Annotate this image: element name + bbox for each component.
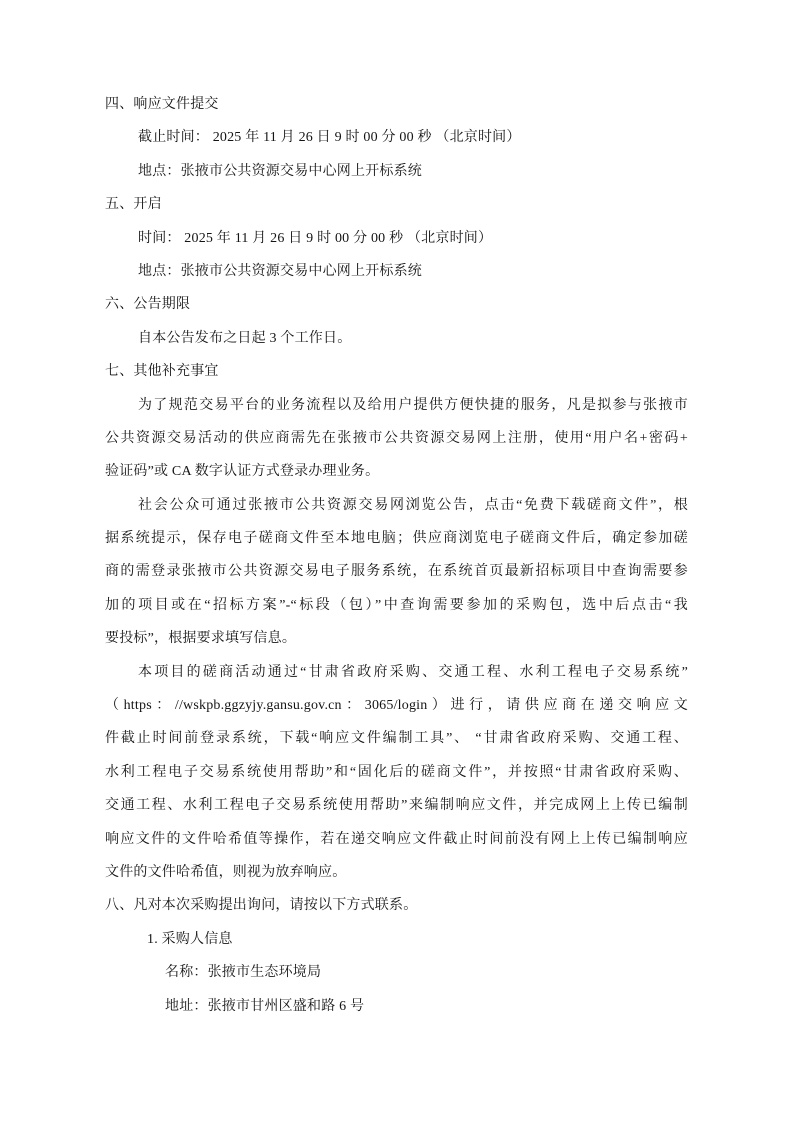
line-submission-deadline-time: 截止时间： 2025 年 11 月 26 日 9 时 00 分 00 秒 （北京时间） bbox=[138, 130, 521, 146]
para-negotiation-system-line7: 文件的文件哈希值，则视为放弃响应。 bbox=[105, 864, 347, 880]
para-public-browse-line2: 据系统提示，保存电子磋商文件至本地电脑；供应商浏览电子磋商文件后，确定参加磋 bbox=[105, 531, 688, 547]
heading-section6-announcement-period: 六、公告期限 bbox=[105, 297, 191, 313]
heading-section5-opening: 五、开启 bbox=[105, 197, 162, 213]
para-negotiation-system-line5: 交通工程、水利工程电子交易系统使用帮助”来编制响应文件，并完成网上上传已编制 bbox=[105, 798, 688, 814]
heading-section4-response-file-submission: 四、响应文件提交 bbox=[105, 97, 219, 112]
para-public-browse-line3: 商的需登录张掖市公共资源交易电子服务系统，在系统首页最新招标项目中查询需要参 bbox=[105, 564, 688, 580]
para-registration-line3: 验证码”或 CA 数字认证方式登录办理业务。 bbox=[105, 464, 380, 480]
document-text-block bbox=[105, 88, 688, 1023]
para-negotiation-system-line1: 本项目的磋商活动通过“甘肃省政府采购、交通工程、水利工程电子交易系统” bbox=[138, 664, 688, 680]
para-negotiation-system-line6: 响应文件的文件哈希值等操作，若在递交响应文件截止时间前没有网上上传已编制响应 bbox=[105, 831, 688, 847]
para-negotiation-system-line4: 水利工程电子交易系统使用帮助”和“固化后的磋商文件”，并按照“甘肃省政府采购、 bbox=[105, 764, 688, 780]
line-purchaser-address: 地址：张掖市甘州区盛和路 6 号 bbox=[165, 998, 365, 1014]
para-negotiation-system-line3: 件截止时间前登录系统，下载“响应文件编制工具”、 “甘肃省政府采购、交通工程、 bbox=[105, 731, 688, 747]
line-opening-time: 时间： 2025 年 11 月 26 日 9 时 00 分 00 秒 （北京时间） bbox=[138, 230, 493, 246]
line-purchaser-name: 名称：张掖市生态环境局 bbox=[165, 965, 322, 981]
line-announcement-period-value: 自本公告发布之日起 3 个工作日。 bbox=[138, 330, 352, 346]
line-opening-location: 地点：张掖市公共资源交易中心网上开标系统 bbox=[138, 263, 422, 279]
para-negotiation-system-line2-url: （https：//wskpb.ggzyjy.gansu.gov.cn：3065/login）进行，请供应商在递交响应文 bbox=[105, 698, 688, 714]
heading-section7-other-supplementary: 七、其他补充事宜 bbox=[105, 364, 219, 380]
line-submission-location: 地点：张掖市公共资源交易中心网上开标系统 bbox=[138, 163, 422, 179]
heading-section8-contact: 八、凡对本次采购提出询问，请按以下方式联系。 bbox=[105, 898, 418, 914]
para-public-browse-line4: 加的项目或在“招标方案”-“标段（包）”中查询需要参加的采购包，选中后点击“我 bbox=[105, 597, 688, 613]
para-public-browse-line1: 社会公众可通过张掖市公共资源交易网浏览公告，点击“免费下载磋商文件”，根 bbox=[138, 497, 688, 513]
para-registration-line2: 公共资源交易活动的供应商需先在张掖市公共资源交易网上注册，使用“用户名+密码+ bbox=[105, 430, 688, 446]
line-purchaser-info-label: 1. 采购人信息 bbox=[147, 931, 233, 947]
para-registration-line1: 为了规范交易平台的业务流程以及给用户提供方便快捷的服务，凡是拟参与张掖市 bbox=[138, 397, 688, 413]
para-public-browse-line5: 要投标”，根据要求填写信息。 bbox=[105, 631, 297, 647]
